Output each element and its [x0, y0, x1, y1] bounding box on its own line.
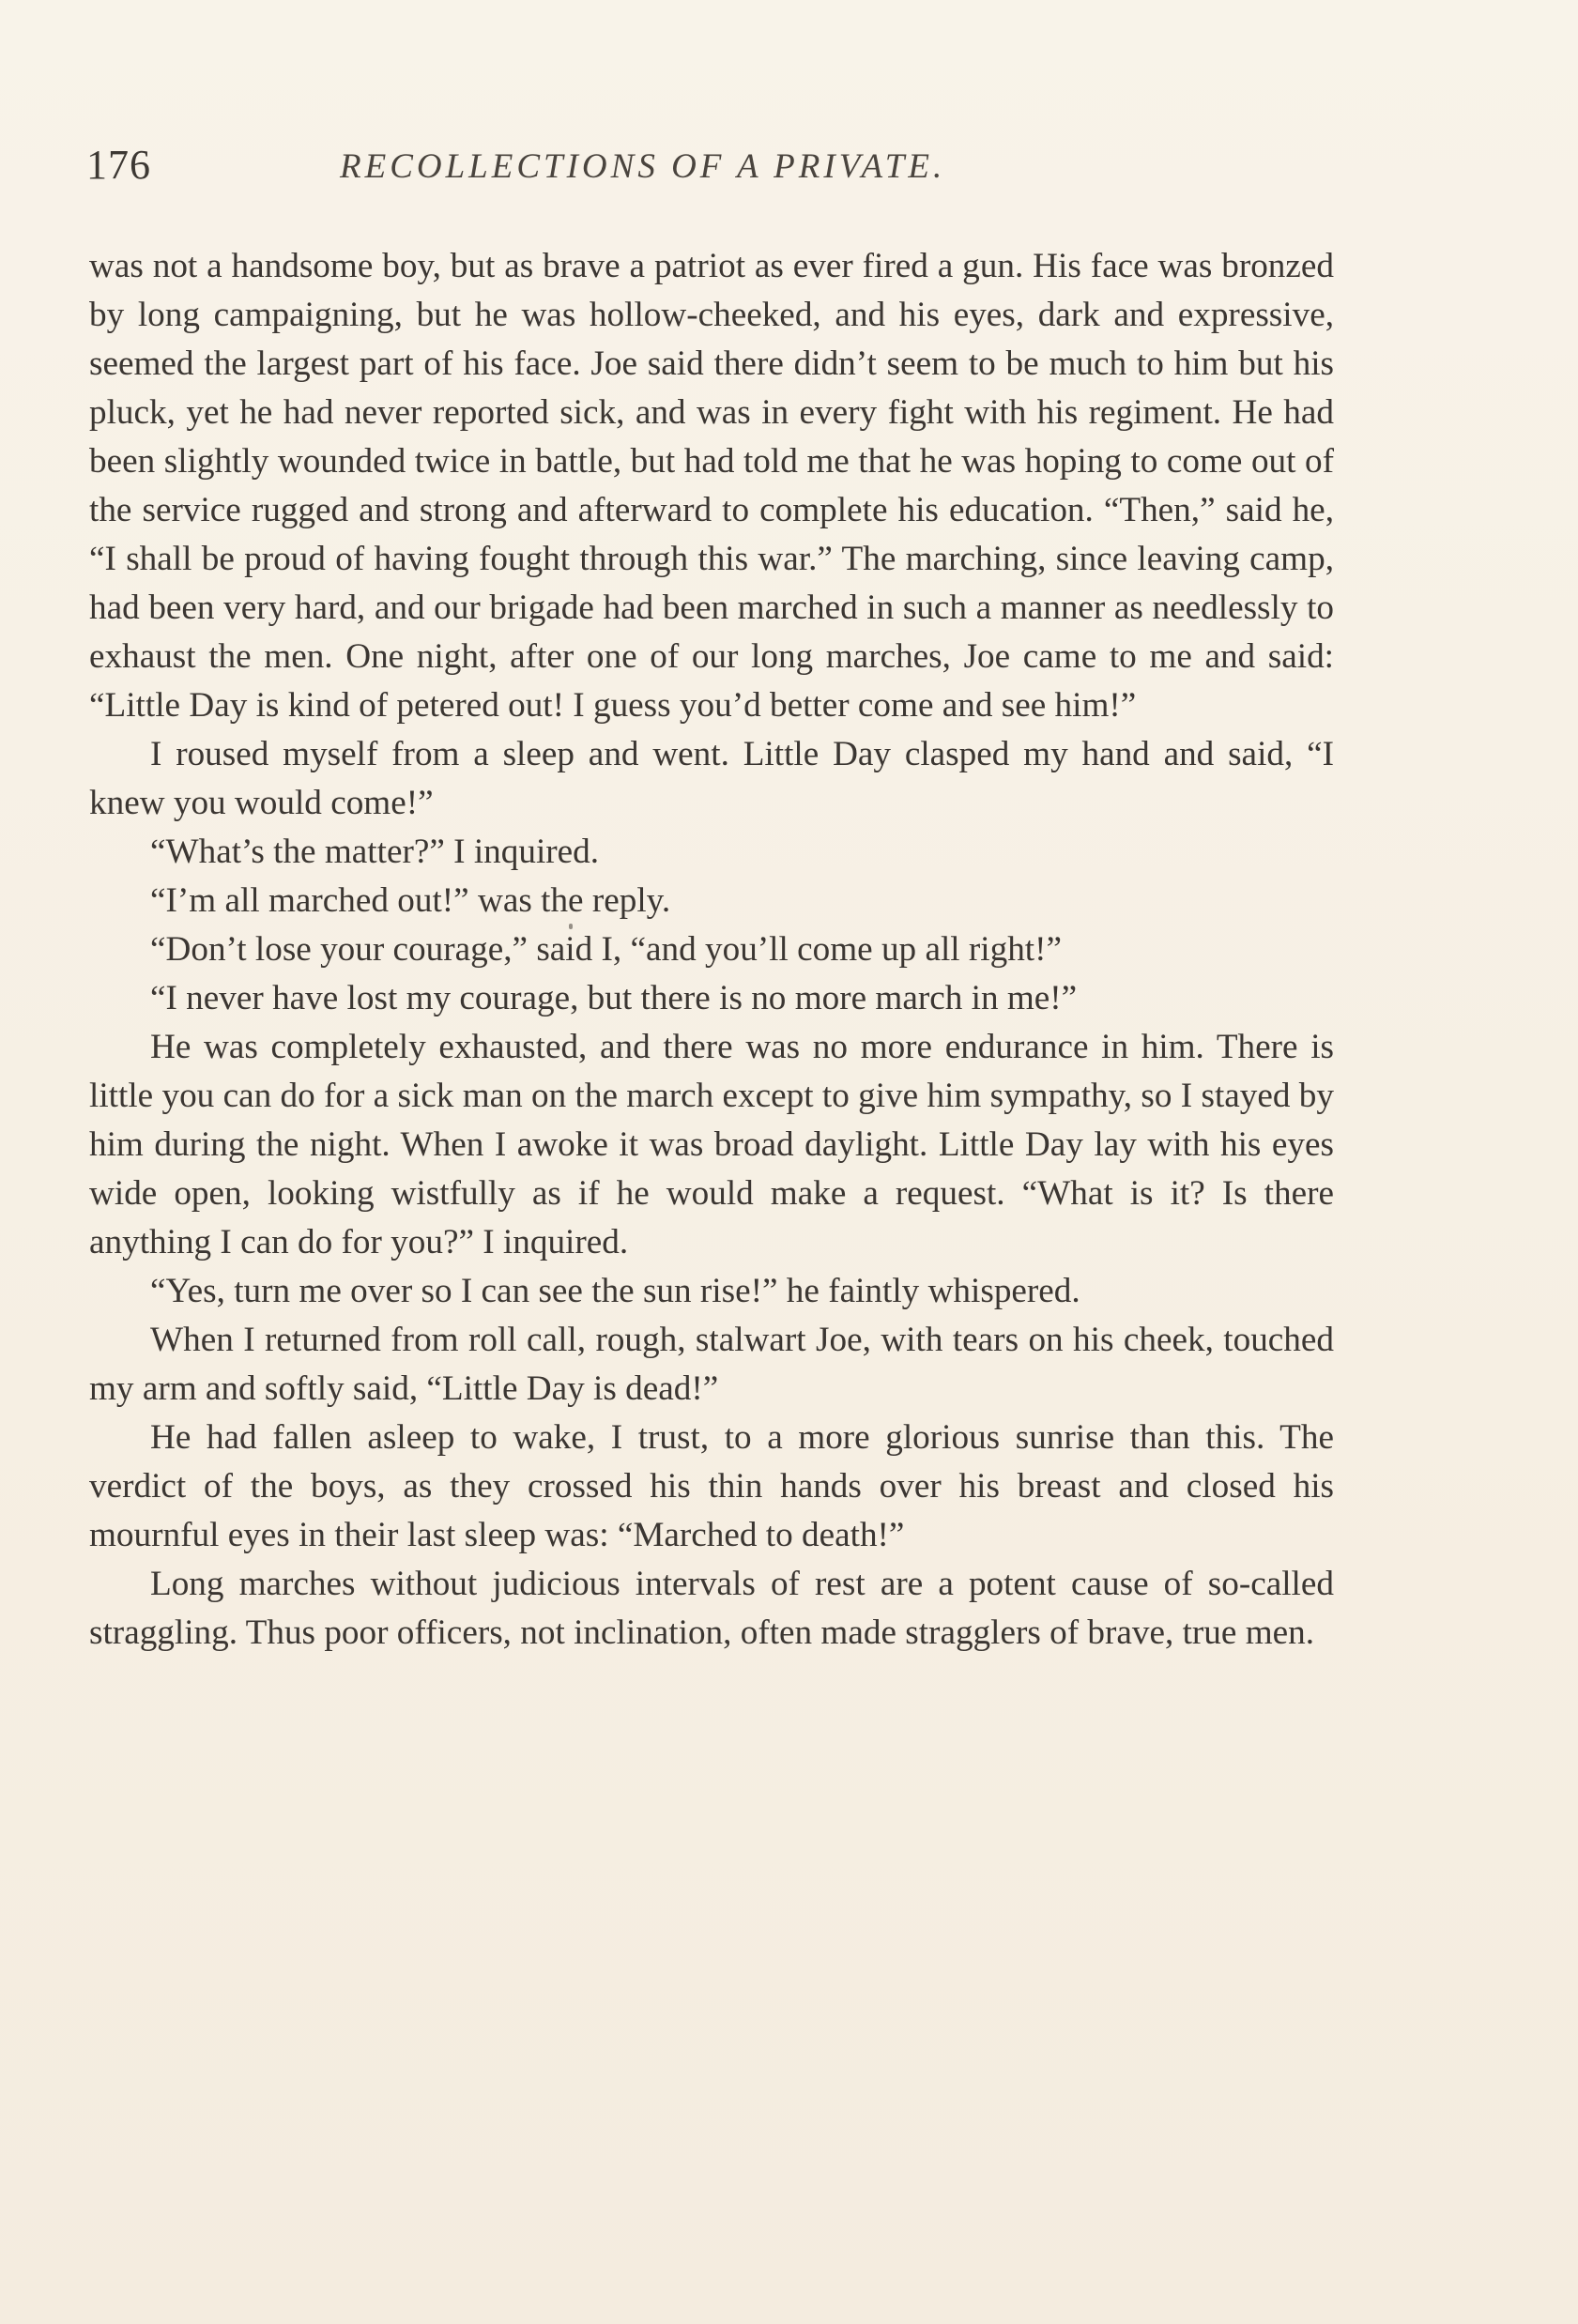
paragraph-continued: was not a handsome boy, but as brave a patriot as ever fired a gun. His face was bronzed by long campaigning, but he was hollow-cheeked, and his eyes, dark and expressive, seemed the largest part of his face. Joe said there didn’t seem to be much to him but his pluck, yet he had never reported sick, and was in every fight with his regiment. He had been slightly wounded twice in battle, but had told me that he was hoping to come out of the service rugged and strong and afterward to complete his education. “Then,” said he, “I shall be proud of having fought through this war.” The marching, since leaving camp, had been very hard, and our brigade had been marched in such a manner as needlessly to exhaust the men. One night, after one of our long marches, Joe came to me and said: “Little Day is kind of petered out! I guess you’d better come and see him!” — [89, 247, 1334, 725]
paragraph: Long marches without judicious intervals of rest are a potent cause of so-called straggling. Thus poor officers, not inclination, often made stragglers of brave, true men. — [89, 1565, 1334, 1652]
paragraph: “I never have lost my courage, but there is no more march in me!” — [150, 979, 1078, 1017]
paragraph: “Yes, turn me over so I can see the sun rise!” he faintly whispered. — [150, 1272, 1080, 1310]
paragraph: I roused myself from a sleep and went. Little Day clasped my hand and said, “I knew you would come!” — [89, 735, 1334, 822]
running-title: RECOLLECTIONS OF A PRIVATE. — [340, 147, 946, 186]
body-text — [89, 242, 1334, 1658]
page-header — [86, 141, 1335, 206]
paragraph: “Don’t lose your courage,” said I, “and you’ll come up all right!” — [150, 930, 1063, 969]
print-speck — [569, 924, 573, 929]
paragraph: When I returned from roll call, rough, stalwart Joe, with tears on his cheek, touched my arm and softly said, “Little Day is dead!” — [89, 1321, 1334, 1408]
paragraph: He had fallen asleep to wake, I trust, to a more glorious sunrise than this. The verdict of the boys, as they crossed his thin hands over his breast and closed his mournful eyes in their last sleep was: “Marched to death!” — [89, 1418, 1334, 1554]
paragraph: “I’m all marched out!” was the reply. — [150, 881, 671, 920]
paragraph: “What’s the matter?” I inquired. — [150, 833, 600, 871]
page-number: 176 — [86, 142, 151, 188]
paragraph: He was completely exhausted, and there was no more endurance in him. There is little you can do for a sick man on the march except to give him sympathy, so I stayed by him during the night. When I awoke it was broad daylight. Little Day lay with his eyes wide open, looking wistfully as if he would make a request. “What is it? Is there anything I can do for you?” I inquired. — [89, 1028, 1334, 1261]
